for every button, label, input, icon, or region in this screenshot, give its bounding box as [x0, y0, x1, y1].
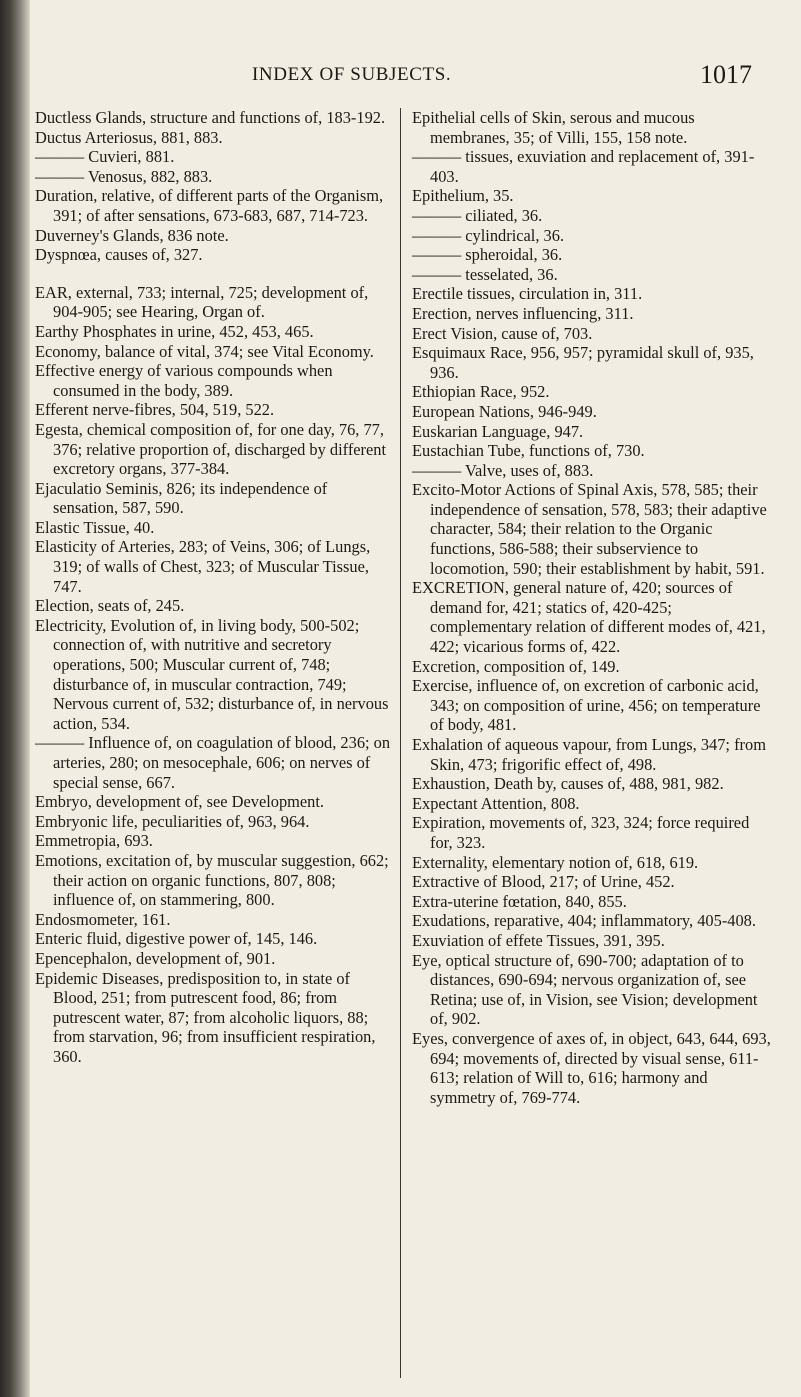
- index-entry: Erectile tissues, circulation in, 311.: [412, 284, 643, 304]
- index-entry: Excretion, composition of, 149.: [412, 656, 620, 676]
- index-entry: ——— cylindrical, 36.: [412, 225, 565, 245]
- index-entry: Electricity, Evolution of, in living body, 500-502; connection of, with nutritive and secretory operations, 500; Muscular current of, 748; disturbance of, in muscular contraction, 749; Nervous current of, 532; disturbance of, in nervous action, 534.: [35, 615, 389, 733]
- index-entry: Exudations, reparative, 404; inflammatory, 405-408.: [412, 911, 756, 931]
- page-header: [0, 60, 801, 104]
- index-entry: ——— Influence of, on coagulation of blood, 236; on arteries, 280; on mesocephale, 606; on nerves of special sense, 667.: [35, 733, 391, 792]
- index-entry: Expectant Attention, 808.: [412, 793, 580, 813]
- index-entry: EXCRETION, general nature of, 420; sources of demand for, 421; statics of, 420-425; complementary relation of different modes of, 421, 422; vicarious forms of, 422.: [412, 578, 766, 657]
- index-entry: Elastic Tissue, 40.: [35, 517, 155, 537]
- index-entry: Epithelium, 35.: [412, 186, 514, 206]
- index-entry: Duration, relative, of different parts of the Organism, 391; of after sensations, 673-683, 687, 714-723.: [35, 186, 384, 225]
- index-entry: Epidemic Diseases, predisposition to, in state of Blood, 251; from putrescent food, 86; from putrescent water, 87; from alcoholic liquors, 88; from starvation, 96; from insufficient respiration, 360.: [35, 968, 376, 1066]
- index-entry: Emotions, excitation of, by muscular suggestion, 662; their action on organic functions, 807, 808; influence of, on stammering, 800.: [35, 850, 389, 910]
- index-entry: Erect Vision, cause of, 703.: [412, 323, 593, 343]
- index-entry: Egesta, chemical composition of, for one day, 76, 77, 376; relative proportion of, discharged by different excretory organs, 377-384.: [35, 419, 387, 479]
- index-entry: Ductless Glands, structure and functions of, 183-192.: [35, 108, 386, 127]
- index-entry: European Nations, 946-949.: [412, 401, 597, 421]
- index-entry: ——— Venosus, 882, 883.: [35, 166, 213, 186]
- index-entry: Election, seats of, 245.: [35, 596, 185, 616]
- index-entry: Exercise, influence of, on excretion of carbonic acid, 343; on composition of urine, 456; on temperature of body, 481.: [412, 676, 761, 735]
- index-entry: Earthy Phosphates in urine, 452, 453, 465.: [35, 321, 314, 341]
- index-entry: Ethiopian Race, 952.: [412, 382, 550, 402]
- index-entry: Economy, balance of vital, 374; see Vital Economy.: [35, 341, 374, 361]
- index-entry: Externality, elementary notion of, 618, 619.: [412, 852, 699, 872]
- index-entry: Extra-uterine fœtation, 840, 855.: [412, 891, 627, 911]
- index-entry: Esquimaux Race, 956, 957; pyramidal skull of, 935, 936.: [412, 343, 754, 382]
- index-entry: Ejaculatio Seminis, 826; its independence of sensation, 587, 590.: [35, 478, 328, 518]
- page-number: 1017: [700, 60, 752, 89]
- index-entry: Embryo, development of, see Development.: [35, 792, 325, 812]
- index-entry: Eyes, convergence of axes of, in object, 643, 644, 693, 694; movements of, directed by visual sense, 611-613; relation of Will to, 616; harmony and symmetry of, 769-774.: [412, 1028, 771, 1107]
- index-entry: Endosmometer, 161.: [35, 909, 171, 929]
- binding-gutter: [0, 0, 30, 1397]
- index-entry: Exhaustion, Death by, causes of, 488, 981, 982.: [412, 774, 724, 794]
- index-entry: Elasticity of Arteries, 283; of Veins, 306; of Lungs, 319; of walls of Chest, 323; of Muscular Tissue, 747.: [35, 537, 371, 596]
- index-entry: ——— tesselated, 36.: [412, 264, 558, 284]
- running-title: INDEX OF SUBJECTS.: [252, 64, 452, 85]
- index-entry: Expiration, movements of, 323, 324; force required for, 323.: [412, 813, 750, 852]
- index-entry-section-start: EAR, external, 733; internal, 725; development of, 904-905; see Hearing, Organ of.: [35, 282, 369, 322]
- index-entry: Eye, optical structure of, 690-700; adaptation of to distances, 690-694; nervous organization of, see Retina; use of, in Vision, see Vision; development of, 902.: [412, 950, 758, 1029]
- index-entry: ——— ciliated, 36.: [412, 205, 543, 225]
- index-entry: Eustachian Tube, functions of, 730.: [412, 441, 645, 461]
- index-entry: Embryonic life, peculiarities of, 963, 964.: [35, 811, 310, 831]
- column-divider: [400, 108, 401, 1378]
- index-entry: ——— Cuvieri, 881.: [35, 147, 175, 167]
- index-entry: Enteric fluid, digestive power of, 145, 146.: [35, 929, 318, 949]
- index-entry: ——— spheroidal, 36.: [412, 245, 563, 265]
- index-entry: ——— tissues, exuviation and replacement of, 391-403.: [412, 147, 755, 186]
- index-entry: Effective energy of various compounds when consumed in the body, 389.: [35, 361, 333, 400]
- index-entry: Epithelial cells of Skin, serous and mucous membranes, 35; of Villi, 155, 158 note.: [412, 108, 695, 147]
- index-entry: Emmetropia, 693.: [35, 831, 153, 851]
- index-entry: Ductus Arteriosus, 881, 883.: [35, 127, 223, 147]
- index-entry: Duverney's Glands, 836 note.: [35, 225, 229, 245]
- index-entry: Efferent nerve-fibres, 504, 519, 522.: [35, 400, 275, 420]
- index-entry: Exuviation of effete Tissues, 391, 395.: [412, 930, 665, 950]
- index-entry: Extractive of Blood, 217; of Urine, 452.: [412, 872, 675, 892]
- right-column: [412, 108, 774, 1107]
- left-column: [35, 108, 395, 1067]
- index-entry: Epencephalon, development of, 901.: [35, 948, 276, 968]
- index-entry: Erection, nerves influencing, 311.: [412, 303, 634, 323]
- index-entry: Exhalation of aqueous vapour, from Lungs, 347; from Skin, 473; frigorific effect of, 498.: [412, 735, 766, 774]
- index-entry: ——— Valve, uses of, 883.: [412, 460, 594, 480]
- index-entry: Euskarian Language, 947.: [412, 421, 584, 441]
- index-entry: Dyspnœa, causes of, 327.: [35, 245, 203, 265]
- index-entry: Excito-Motor Actions of Spinal Axis, 578, 585; their independence of sensation, 578, 583; their adaptive character, 584; their relation to the Organic functions, 586-588; their subservience to locomotion, 590; their establishment by habit, 591.: [412, 480, 767, 578]
